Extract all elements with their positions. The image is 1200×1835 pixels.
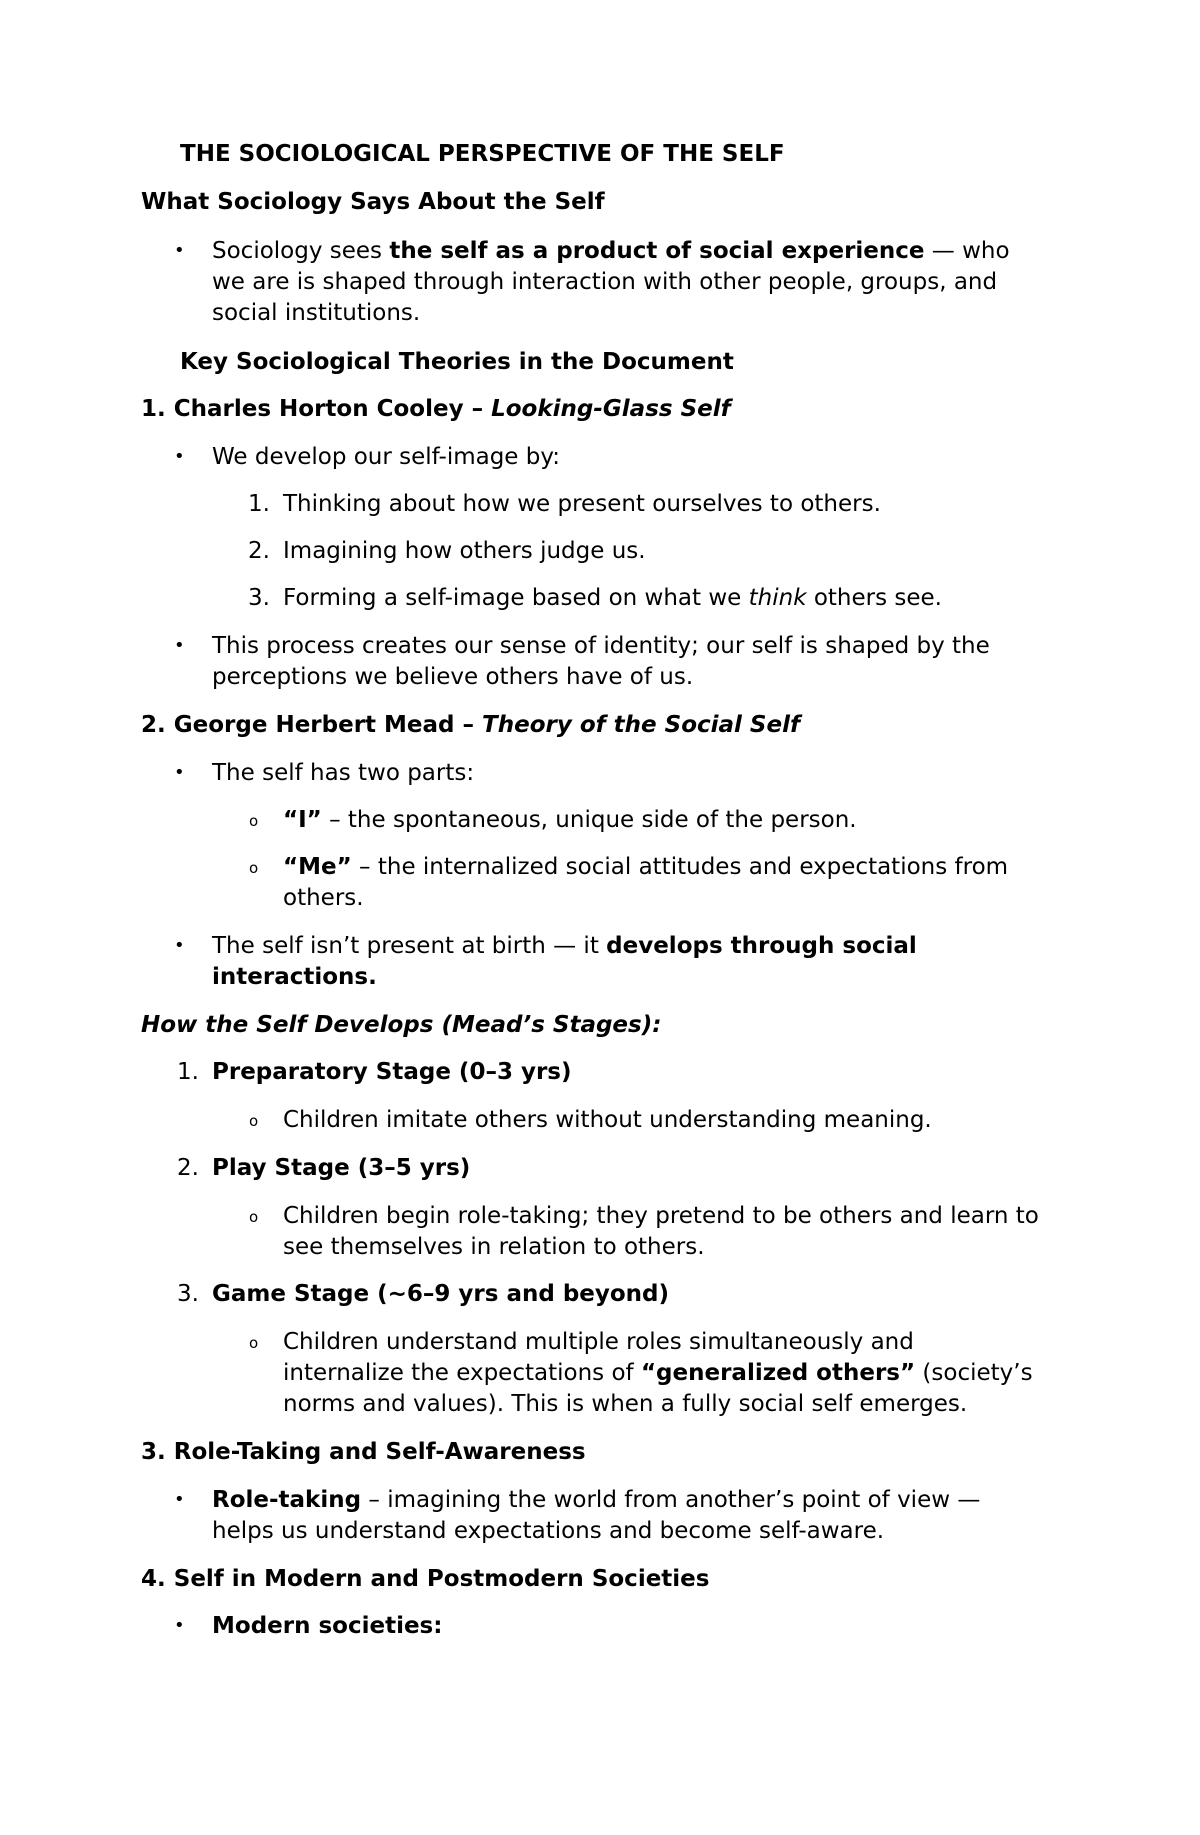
intro-bullet-line2: we are is shaped through interaction with other people, groups, and	[212, 269, 998, 295]
stage-number: 2.	[177, 1155, 199, 1181]
sub-bullet-glyph: o	[249, 1208, 259, 1226]
step-number: 1.	[248, 491, 270, 517]
sub-bullet-glyph: o	[249, 859, 259, 877]
stages-heading: How the Self Develops (Mead’s Stages):	[141, 1012, 662, 1038]
sub-bullet-glyph: o	[249, 1112, 259, 1130]
stage-label: Game Stage (~6–9 yrs and beyond)	[212, 1281, 670, 1307]
intro-bullet-line1: Sociology sees the self as a product of social experience — who	[212, 238, 1010, 264]
cooley-step2: Imagining how others judge us.	[283, 538, 646, 564]
stage-label: Preparatory Stage (0–3 yrs)	[212, 1059, 572, 1085]
cooley-step1: Thinking about how we present ourselves to others.	[283, 491, 881, 517]
stage-detail: norms and values). This is when a fully social self emerges.	[283, 1391, 968, 1417]
bullet-glyph: •	[174, 635, 185, 656]
step-number: 2.	[248, 538, 270, 564]
stage-detail: Children imitate others without understanding meaning.	[283, 1107, 932, 1133]
bullet-glyph: •	[174, 935, 185, 956]
mead-bullet1: The self has two parts:	[212, 760, 475, 786]
cooley-bullet2-line1: This process creates our sense of identity; our self is shaped by the	[212, 633, 990, 659]
role-taking-bullet-line2: helps us understand expectations and become self-aware.	[212, 1518, 885, 1544]
cooley-heading: 1. Charles Horton Cooley – Looking-Glass Self	[141, 396, 731, 422]
sub-bullet-glyph: o	[249, 1334, 259, 1352]
mead-heading: 2. George Herbert Mead – Theory of the Social Self	[141, 712, 800, 738]
cooley-step3: Forming a self-image based on what we think others see.	[283, 585, 942, 611]
cooley-bullet2-line2: perceptions we believe others have of us.	[212, 664, 694, 690]
role-taking-bullet-line1: Role-taking – imagining the world from another’s point of view —	[212, 1487, 981, 1513]
theories-heading: Key Sociological Theories in the Document	[180, 349, 734, 375]
bullet-glyph: •	[174, 446, 185, 467]
cooley-bullet1: We develop our self-image by:	[212, 444, 561, 470]
mead-sub1: “I” – the spontaneous, unique side of the person.	[283, 807, 857, 833]
page-title: THE SOCIOLOGICAL PERSPECTIVE OF THE SELF	[180, 141, 785, 167]
bullet-glyph: •	[174, 762, 185, 783]
stage-label: Play Stage (3–5 yrs)	[212, 1155, 471, 1181]
stage-detail: see themselves in relation to others.	[283, 1234, 705, 1260]
mead-sub2-line1: “Me” – the internalized social attitudes and expectations from	[283, 854, 1009, 880]
modern-bullet: Modern societies:	[212, 1613, 443, 1639]
stage-detail: Children begin role-taking; they pretend to be others and learn to	[283, 1203, 1039, 1229]
bullet-glyph: •	[174, 240, 185, 261]
mead-bullet2-line1: The self isn’t present at birth — it develops through social	[212, 933, 917, 959]
stage-detail: internalize the expectations of “generalized others” (society’s	[283, 1360, 1033, 1386]
intro-bullet-line3: social institutions.	[212, 300, 421, 326]
stage-number: 3.	[177, 1281, 199, 1307]
step-number: 3.	[248, 585, 270, 611]
intro-heading: What Sociology Says About the Self	[141, 189, 605, 215]
mead-bullet2-line2: interactions.	[212, 964, 377, 990]
bullet-glyph: •	[174, 1615, 185, 1636]
modern-heading: 4. Self in Modern and Postmodern Societies	[141, 1566, 710, 1592]
stage-number: 1.	[177, 1059, 199, 1085]
bullet-glyph: •	[174, 1489, 185, 1510]
stage-detail: Children understand multiple roles simultaneously and	[283, 1329, 914, 1355]
sub-bullet-glyph: o	[249, 812, 259, 830]
mead-sub2-line2: others.	[283, 885, 364, 911]
role-taking-heading: 3. Role-Taking and Self-Awareness	[141, 1439, 586, 1465]
